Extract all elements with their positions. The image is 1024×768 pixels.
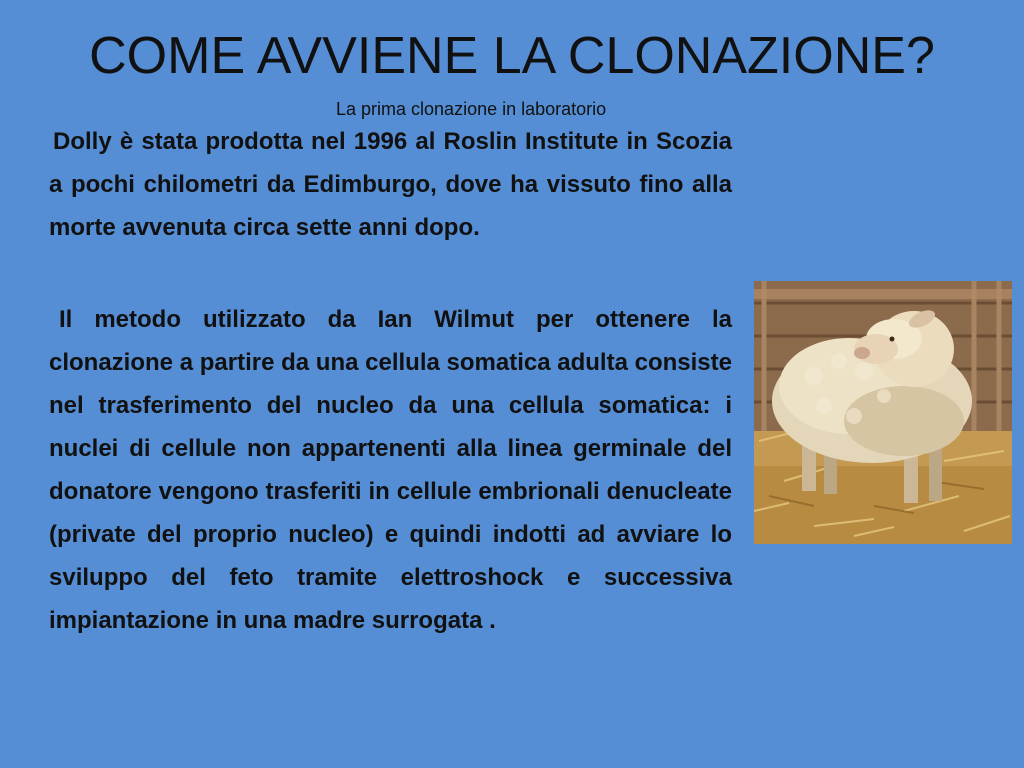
slide-subtitle: La prima clonazione in laboratorio bbox=[336, 99, 607, 119]
sheep-photo bbox=[754, 281, 1012, 544]
slide-title: COME AVVIENE LA CLONAZIONE? bbox=[89, 27, 935, 85]
paragraph-dolly: Dolly è stata prodotta nel 1996 al Roslin Institute in Scozia a pochi chilometri da Edimburgo, dove ha vissuto fino alla morte avvenuta circa sette anni dopo. bbox=[49, 128, 732, 241]
paragraph-method: Il metodo utilizzato da Ian Wilmut per ottenere la clonazione a partire da una cellula somatica adulta consiste nel trasferimento del nucleo da una cellula somatica: i nuclei di cellule non appartenenti alla linea germinale del donatore vengono trasferiti in cellule embrionali denucleate (private del proprio nucleo) e quindi indotti ad avviare lo sviluppo del feto tramite elettroshock e successiva impiantazione in una madre surrogata . bbox=[49, 306, 732, 634]
